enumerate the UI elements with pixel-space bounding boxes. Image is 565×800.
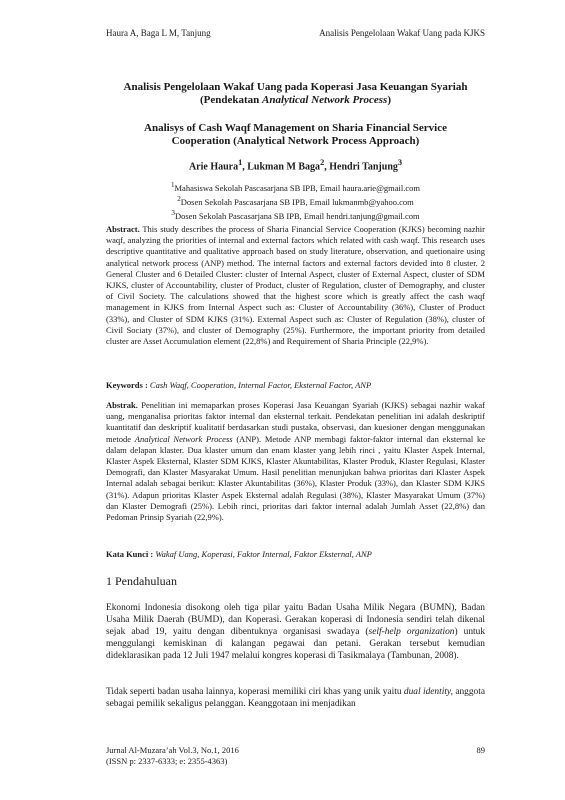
aff-1-text: Mahasiswa Sekolah Pascasarjana SB IPB, Email haura.arie@gmail.com — [174, 182, 421, 193]
title-id-line2 — [106, 94, 485, 107]
author-1: Arie Haura — [188, 161, 239, 173]
keywords-id-text: Wakaf Uang, Koperasi, Faktor Internal, Faktor Eksternal, ANP — [155, 549, 372, 559]
paragraph-1 — [106, 602, 485, 662]
abstract-en-label: Abstract. — [106, 224, 140, 234]
affiliations — [106, 180, 485, 221]
header-authors: Haura A, Baga L M, Tanjung — [106, 28, 211, 38]
abstract-en-text: This study describes the process of Sharia Financial Service Cooperation (KJKS) becoming nazhir waqf, analyzing the priorities of internal and external factors which related with cash waqf. This research uses descriptive quantitative and qualitative approach based on study literature, observation, and quetionaire using analytical network process (ANP) method. The internal factors and external factors devided into 8 cluster. 2 General Cluster and 6 Detailed Cluster: cluster of Internal Aspect, cluster of External Aspect, cluster of SDM KJKS, cluster of Accountability, cluster of Product, cluster of Regulation, cluster of Demography, and cluster of Civil Society. The calculations showed that the highest score which is greatly affect the cash waqf management in KJKS from Internal Aspect such as: Cluster of Accountability (36%), Cluster of Product (33%), and Cluster of SDM KJKS (31%). External Aspect such as: Cluster of Regulation (38%), cluster of Civil Sociaty (37%), and cluster of Demography (25%). Furthermore, the important priority from detailed cluster are Asset Accumulation element (22,8%) and Requirement of Sharia Principle (22,9%). — [106, 224, 485, 347]
keywords-en-text: Cash Waqf, Cooperation, Internal Factor, Eksternal Factor, ANP — [149, 380, 372, 390]
affiliation-3 — [106, 208, 485, 222]
aff-3-text: Dosen Sekolah Pascasarjana SB IPB, Email hendri.tanjung@gmail.com — [174, 210, 420, 221]
footer-issn: (ISSN p: 2337-6333; e: 2355-4363) — [106, 756, 228, 766]
abstract-id-italic: Analytical Network Process — [134, 433, 233, 444]
author-2-sup: 2 — [320, 158, 325, 167]
paragraph-2 — [106, 686, 485, 710]
aff-1-sup: 1 — [170, 181, 175, 189]
para2-text-b: anggota sebagai pemilik sekaligus pelanggan. Keanggotaan ini menjadikan — [106, 687, 485, 710]
author-3: Hendri Tanjung — [329, 161, 398, 173]
keywords-indonesian — [106, 549, 485, 560]
abstract-id-text-b: (ANP). Metode ANP membagi faktor-faktor internal dan eksternal ke dalam delapan klaster. Dua klaster umum dan enam klaster yang lebih rinci , yaitu Klaster Aspek Internal, Klaster Aspek Eksternal, Klaster SDM KJKS, Klaster Akuntabilitas, Klaster Produk, Klaster Regulasi, Klaster Demografi, dan Klaster Masyarakat Umum. Hasil penelitian menunjukan bahwa prioritas dari Klaster Aspek Internal adalah sebagai berikut: Klaster Akuntabilitas (36%), Klaster Produk (33%), dan Klaster SDM KJKS (31%). Adapun prioritas Klaster Aspek Eksternal adalah Regulasi (38%), Klaster Masyarakat Umum (37%) dan Klaster Demografi (25%). Lebih rinci, prioritas dari faktor internal adalah Jumlah Asset (22,8%) dan Pedoman Prinsip Syariah (22,9%). — [106, 433, 485, 523]
abstract-id-text-a: Penelitian ini memaparkan proses Koperasi Jasa Keuangan Syariah (KJKS) sebagai nazhir wakaf uang, menganalisa prioritas faktor internal dan eksternal terkait. Pendekatan penelitian ini adalah deskriptif kuantitatif dan deskriptif kualitatif berdasarkan studi pustaka, observasi, dan kuesioner dengan menggunakan metode — [106, 400, 486, 444]
para1-text-b: ) untuk menggulangi kemiskinan di kalangan pegawai dan petani. Gerakan tersebut kemudian dideklarasikan pada 12 Juli 1947 melalui kongres koperasi di Tasikmalaya (Tambunan, 2008). — [106, 627, 486, 662]
aff-2-sup: 2 — [177, 194, 181, 203]
abstract-english — [106, 224, 485, 347]
title-english — [106, 122, 485, 148]
title-indonesian — [106, 81, 485, 107]
abstract-indonesian — [106, 400, 485, 523]
aff-3-sup: 3 — [171, 208, 175, 217]
para2-italic: dual identity, — [403, 687, 453, 697]
title-id-prefix: (Pendekatan — [200, 94, 263, 106]
abstract-id-label: Abstrak. — [106, 400, 138, 410]
title-id-italic: Analytical Network Process — [262, 94, 388, 106]
aff-2-text: Dosen Sekolah Pascasarjana SB IPB, Email lukmanmb@yahoo.com — [180, 196, 414, 207]
author-3-sup: 3 — [397, 158, 403, 167]
section-heading: 1 Pendahuluan — [106, 574, 177, 588]
para1-italic: self-help organization — [368, 627, 455, 638]
author-2: Lukman M Baga — [247, 161, 321, 173]
para1-text-a: Ekonomi Indonesia disokong oleh tiga pilar yaitu Badan Usaha Milik Negara (BUMN), Badan Usaha Milik Daerah (BUMD), dan Koperasi. Gerakan koperasi di Indonesia sendiri telah dikenal sejak abad 19, yaitu dengan dibentuknya organisasi swadaya ( — [106, 603, 485, 638]
title-en-line1: Analisys of Cash Waqf Management on Sharia Financial Service — [144, 122, 447, 134]
keywords-english — [106, 380, 485, 391]
page-number: 89 — [476, 745, 485, 755]
affiliation-2 — [106, 194, 485, 208]
keywords-en-label: Keywords : — [106, 380, 148, 390]
keywords-id-label: Kata Kunci : — [106, 549, 154, 559]
footer-journal: Jurnal Al-Muzara’ah Vol.3, No.1, 2016 — [106, 745, 239, 755]
author-list: Arie Haura$^1$, Lukman M Baga$^2$, Hendri Tanjung$^3$ — [188, 158, 403, 173]
title-id-suffix: ) — [387, 94, 391, 106]
title-id-line1: Analisis Pengelolaan Wakaf Uang pada Koperasi Jasa Keuangan Syariah — [123, 81, 468, 93]
para2-text-a: Tidak seperti badan usaha lainnya, koperasi memiliki ciri khas yang unik yaitu — [106, 687, 404, 697]
author-1-sup: 1 — [238, 158, 243, 167]
header-short-title: Analisis Pengelolaan Wakaf Uang pada KJKS — [319, 28, 485, 38]
affiliation-1 — [106, 180, 485, 194]
page-footer — [106, 745, 485, 767]
title-en-line2: Cooperation (Analytical Network Process Approach) — [171, 135, 420, 147]
running-header — [106, 28, 485, 42]
